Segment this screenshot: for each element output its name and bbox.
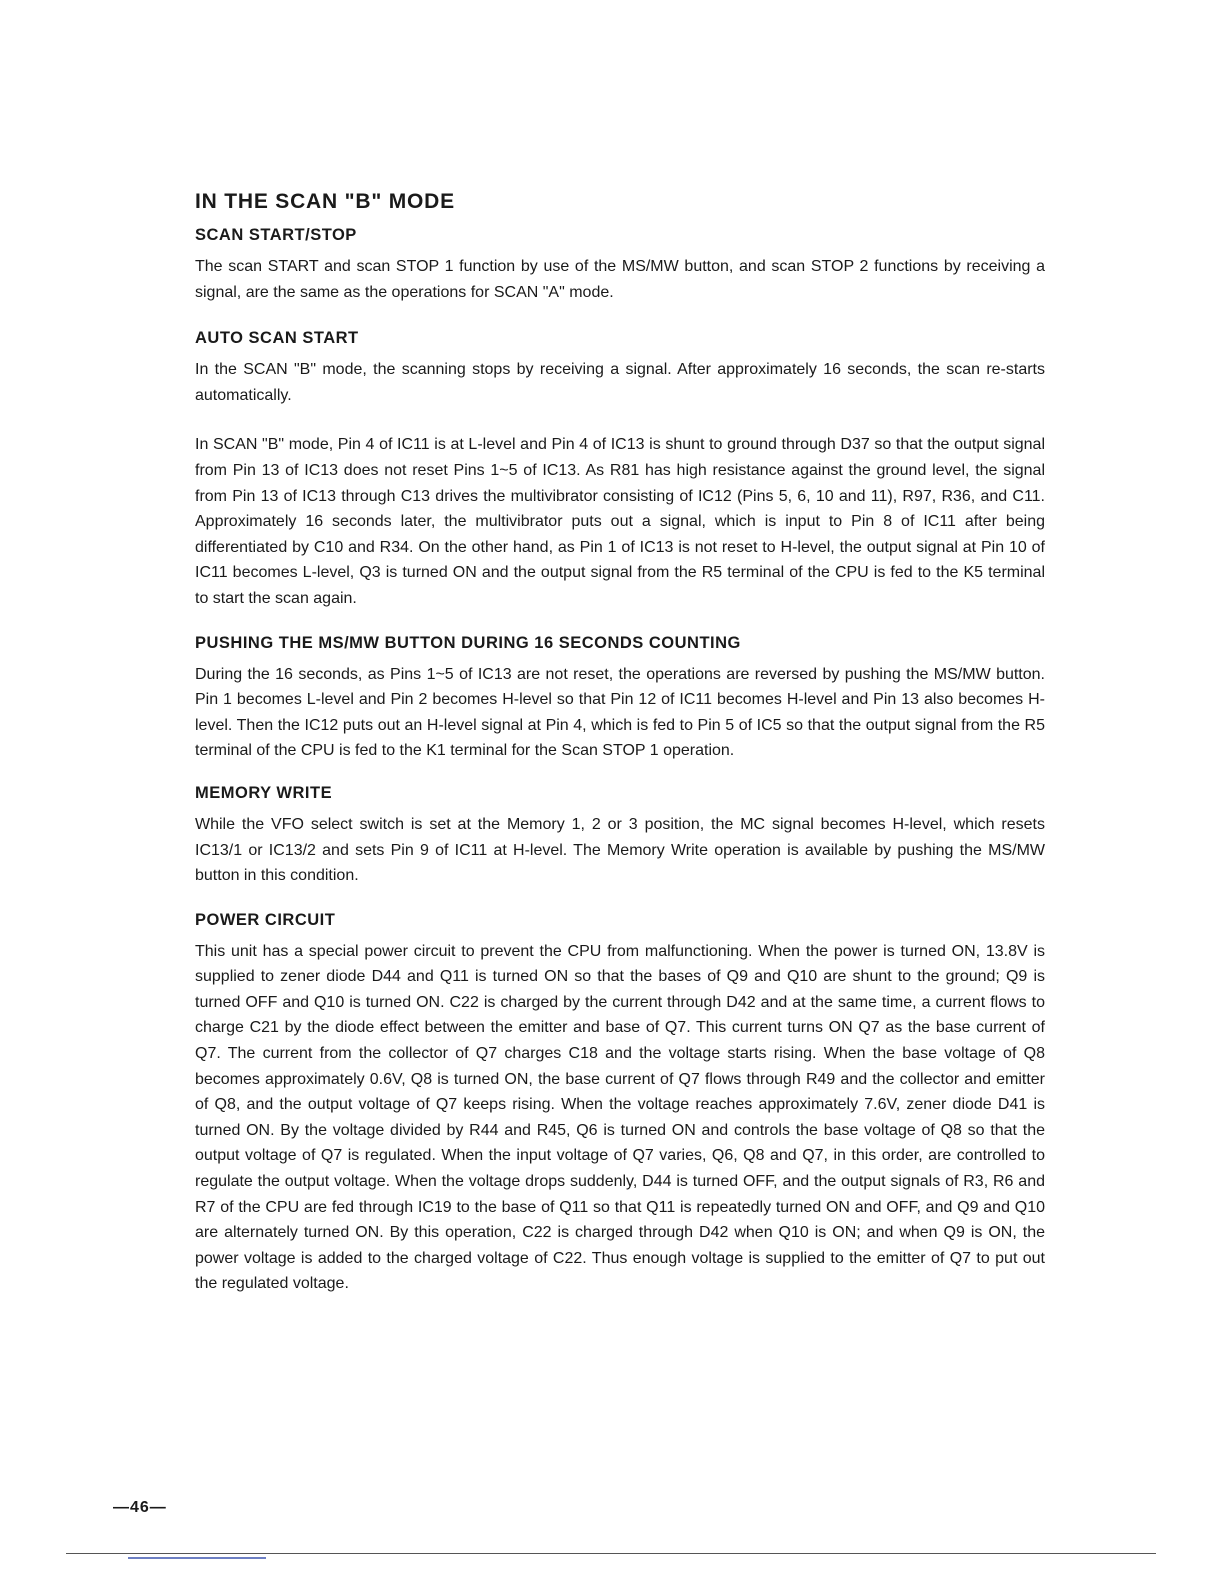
paragraph: While the VFO select switch is set at the Memory 1, 2 or 3 position, the MC signal becomes H-level, which resets IC13/1 or IC13/2 and sets Pin 9 of IC11 at H-level. The Memory Write operation is available by pushing the MS/MW button in this condition.: [195, 815, 1045, 885]
paragraph: In SCAN "B" mode, Pin 4 of IC11 is at L-level and Pin 4 of IC13 is shunt to ground through D37 so that the output signal from Pin 13 of IC13 does not reset Pins 1~5 of IC13. As R81 has high resistance against the ground level, the signal from Pin 13 of IC13 through C13 drives the multivibrator consisting of IC12 (Pins 5, 6, 10 and 11), R97, R36, and C11. Approximately 16 seconds later, the multivibrator puts out a signal, which is input to Pin 8 of IC11 after being differentiated by C10 and R34. On the other hand, as Pin 1 of IC13 is not reset to H-level, the output signal at Pin 10 of IC11 becomes L-level, Q3 is turned ON and the output signal from the R5 terminal of the CPU is fed to the K5 terminal to start the scan again.: [195, 436, 1045, 607]
bottom-rule-accent: [128, 1557, 266, 1559]
paragraph: In the SCAN "B" mode, the scanning stops by receiving a signal. After approximately 16 seconds, the scan re-starts automatically.: [195, 361, 1045, 404]
bottom-rule: [66, 1553, 1156, 1554]
section-scan-start-stop: [195, 226, 1045, 305]
section-heading: POWER CIRCUIT: [195, 910, 336, 929]
section-heading: PUSHING THE MS/MW BUTTON DURING 16 SECONDS COUNTING: [195, 633, 741, 652]
section-auto-scan-start: [195, 329, 1045, 611]
section-memory-write: [195, 784, 1045, 889]
paragraph: During the 16 seconds, as Pins 1~5 of IC13 are not reset, the operations are reversed by pushing the MS/MW button. Pin 1 becomes L-level and Pin 2 becomes H-level so that Pin 12 of IC11 becomes H-level and Pin 13 also becomes H-level. Then the IC12 puts out an H-level signal at Pin 4, which is fed to Pin 5 of IC5 so that the output signal from the R5 terminal of the CPU is fed to the K1 terminal for the Scan STOP 1 operation.: [195, 665, 1045, 760]
section-pushing-ms-mw: [195, 634, 1045, 764]
paragraph: The scan START and scan STOP 1 function by use of the MS/MW button, and scan STOP 2 functions by receiving a signal, are the same as the operations for SCAN "A" mode.: [195, 258, 1045, 301]
section-heading: AUTO SCAN START: [195, 329, 359, 348]
page-title: IN THE SCAN "B" MODE: [195, 190, 455, 213]
section-power-circuit: [195, 911, 1045, 1297]
paragraph: This unit has a special power circuit to prevent the CPU from malfunctioning. When the power is turned ON, 13.8V is supplied to zener diode D44 and Q11 is turned ON so that the bases of Q9 and Q10 are shunt to the ground; Q9 is turned OFF and Q10 is turned ON. C22 is charged by the current through D42 and at the same time, a current flows to charge C21 by the diode effect between the emitter and base of Q7. This current turns ON Q7 as the base current of Q7. The current from the collector of Q7 charges C18 and the voltage starts rising. When the base voltage of Q8 becomes approximately 0.6V, Q8 is turned ON, the base current of Q7 flows through R49 and the collector and emitter of Q8, and the output voltage of Q7 keeps rising. When the voltage reaches approximately 7.6V, zener diode D41 is turned ON. By the voltage divided by R44 and R45, Q6 is turned ON and controls the base voltage of Q8 so that the output voltage of Q7 is regulated. When the input voltage of Q7 varies, Q6, Q8 and Q7, in this order, are controlled to regulate the output voltage. When the voltage drops suddenly, D44 is turned OFF, and the output signals of R3, R6 and R7 of the CPU are fed through IC19 to the base of Q11 so that Q11 is repeatedly turned ON and OFF, and Q9 and Q10 are alternately turned ON. By this operation, C22 is charged through D42 when Q10 is ON; and when Q9 is ON, the power voltage is added to the charged voltage of C22. Thus enough voltage is supplied to the emitter of Q7 to put out the regulated voltage.: [195, 942, 1045, 1293]
page-number: —46—: [113, 1499, 167, 1516]
section-heading: MEMORY WRITE: [195, 783, 333, 802]
document-body: [195, 190, 1045, 1318]
section-heading: SCAN START/STOP: [195, 226, 357, 244]
